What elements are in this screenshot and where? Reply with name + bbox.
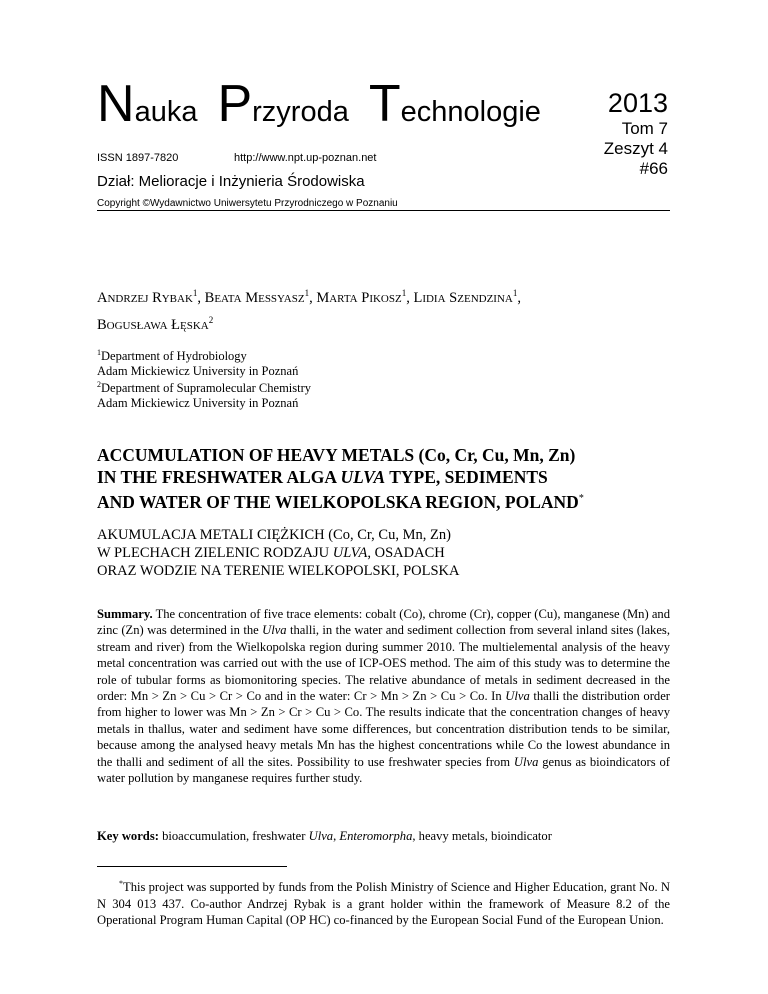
journal-url[interactable]: http://www.npt.up-poznan.net: [234, 152, 377, 164]
affiliation-2: $^2$Department of Supramolecular Chemistry: [97, 380, 312, 396]
footnote-marker: *: [119, 879, 123, 888]
affiliation-1: $^1$Department of Hydrobiology: [97, 348, 247, 364]
affiliations: [97, 346, 670, 410]
affiliation-1-university: Adam Mickiewicz University in Poznań: [97, 363, 299, 378]
author: BOGUSŁAWA ŁĘSKA$^2$: [97, 314, 214, 333]
footnote: *This project was supported by funds from the Polish Ministry of Science and Higher Education, grant No. N N 304 013 437. Co-author Andrzej Rybak is a grant holder within the framework of Measure 8.2 of the Operational Program Human Capital (OP HC) co-financed by the European Social Fund of the European Union.: [97, 879, 670, 927]
journal-title-initial-3: T: [368, 75, 401, 133]
keywords-label: Key words:: [97, 829, 159, 843]
article-title-line-1: ACCUMULATION OF HEAVY METALS (Co, Cr, Cu, Mn, Zn): [97, 445, 576, 465]
polish-title-line-3: ORAZ WODZIE NA TERENIE WIELKOPOLSKI, POLSKA: [97, 563, 460, 579]
keywords: Key words: bioaccumulation, freshwater Ulva, Enteromorpha, heavy metals, bioindicator: [97, 829, 552, 843]
article-title: [97, 444, 670, 513]
issue-volume: Tom 7: [621, 119, 668, 138]
polish-title-line-2: W PLECHACH ZIELENIC RODZAJU ULVA, OSADACH: [97, 545, 445, 561]
article-title-polish: [97, 526, 670, 580]
title-footnote-marker[interactable]: *: [578, 493, 584, 504]
article-title-line-3: AND WATER OF THE WIELKOPOLSKA REGION, POLAND*: [97, 491, 584, 512]
polish-title-line-1: AKUMULACJA METALI CIĘŻKICH (Co, Cr, Cu, Mn, Zn): [97, 527, 451, 543]
issue-info: [604, 88, 668, 179]
author: LIDIA SZENDZINA$^1$: [413, 288, 518, 306]
journal-title-initial-2: P: [217, 75, 253, 133]
journal-section: Dział: Melioracje i Inżynieria Środowiska: [97, 173, 365, 190]
issue-year: 2013: [607, 88, 668, 118]
author-list: ANDRZEJ RYBAK$^1$, BEATA MESSYASZ$^1$, MARTA PIKOSZ$^1$, LIDIA SZENDZINA$^1$, BOGUSŁAWA ŁĘSKA$^2$: [97, 288, 521, 333]
header-rule: [97, 210, 670, 211]
summary-paragraph: Summary. The concentration of five trace elements: cobalt (Co), chrome (Cr), copper (Cu), manganese (Mn) and zinc (Zn) was determined in the Ulva thalli, in the water and sediment collection from several inland sites (lakes, stream and river) from the Wielkopolska region during summer 2010. The multielemental analysis of the heavy metal concentration was carried out with the use of ICP-OES method. The aim of this study was to determine the role of tubular forms as biomonitoring species. The relative abundance of metals in sediment decreased in the order: Mn > Zn > Cu > Cr > Co and in the water: Cr > Mn > Zn > Cu > Co. In Ulva thalli the distribution order from higher to lower was Mn > Zn > Cr > Cu > Co. The results indicate that the concentration changes of heavy metals in thallus, water and sediment have some differences, but concentration distribution tends to be similar, because among the analysed heavy metals Mn has the highest concentrations while Co the lowest abundance in the thalli and sediment of all the sites. Possibility to use freshwater species from Ulva genus as bioindicators of water pollution by manganese requires further study.: [97, 607, 670, 786]
journal-title-word-3: echnologie: [400, 96, 541, 128]
author: BEATA MESSYASZ$^1$: [204, 288, 310, 306]
journal-title: [97, 75, 541, 133]
author: MARTA PIKOSZ$^1$: [316, 288, 407, 306]
journal-title-word-1: auka: [134, 96, 198, 128]
footnote-rule: [97, 866, 287, 867]
journal-title-word-2: rzyroda: [252, 96, 349, 128]
issn: ISSN 1897-7820: [97, 152, 179, 164]
copyright: Copyright ©Wydawnictwo Uniwersytetu Przyrodniczego w Poznaniu: [97, 198, 398, 209]
article-title-line-2: IN THE FRESHWATER ALGA ULVA TYPE, SEDIMENTS: [97, 467, 548, 487]
article-number: #66: [639, 159, 668, 178]
author: ANDRZEJ RYBAK$^1$: [97, 288, 198, 306]
affiliation-2-university: Adam Mickiewicz University in Poznań: [97, 395, 299, 410]
summary-label: Summary.: [97, 607, 153, 621]
journal-title-initial-1: N: [97, 75, 135, 133]
issue-number: Zeszyt 4: [603, 139, 668, 158]
